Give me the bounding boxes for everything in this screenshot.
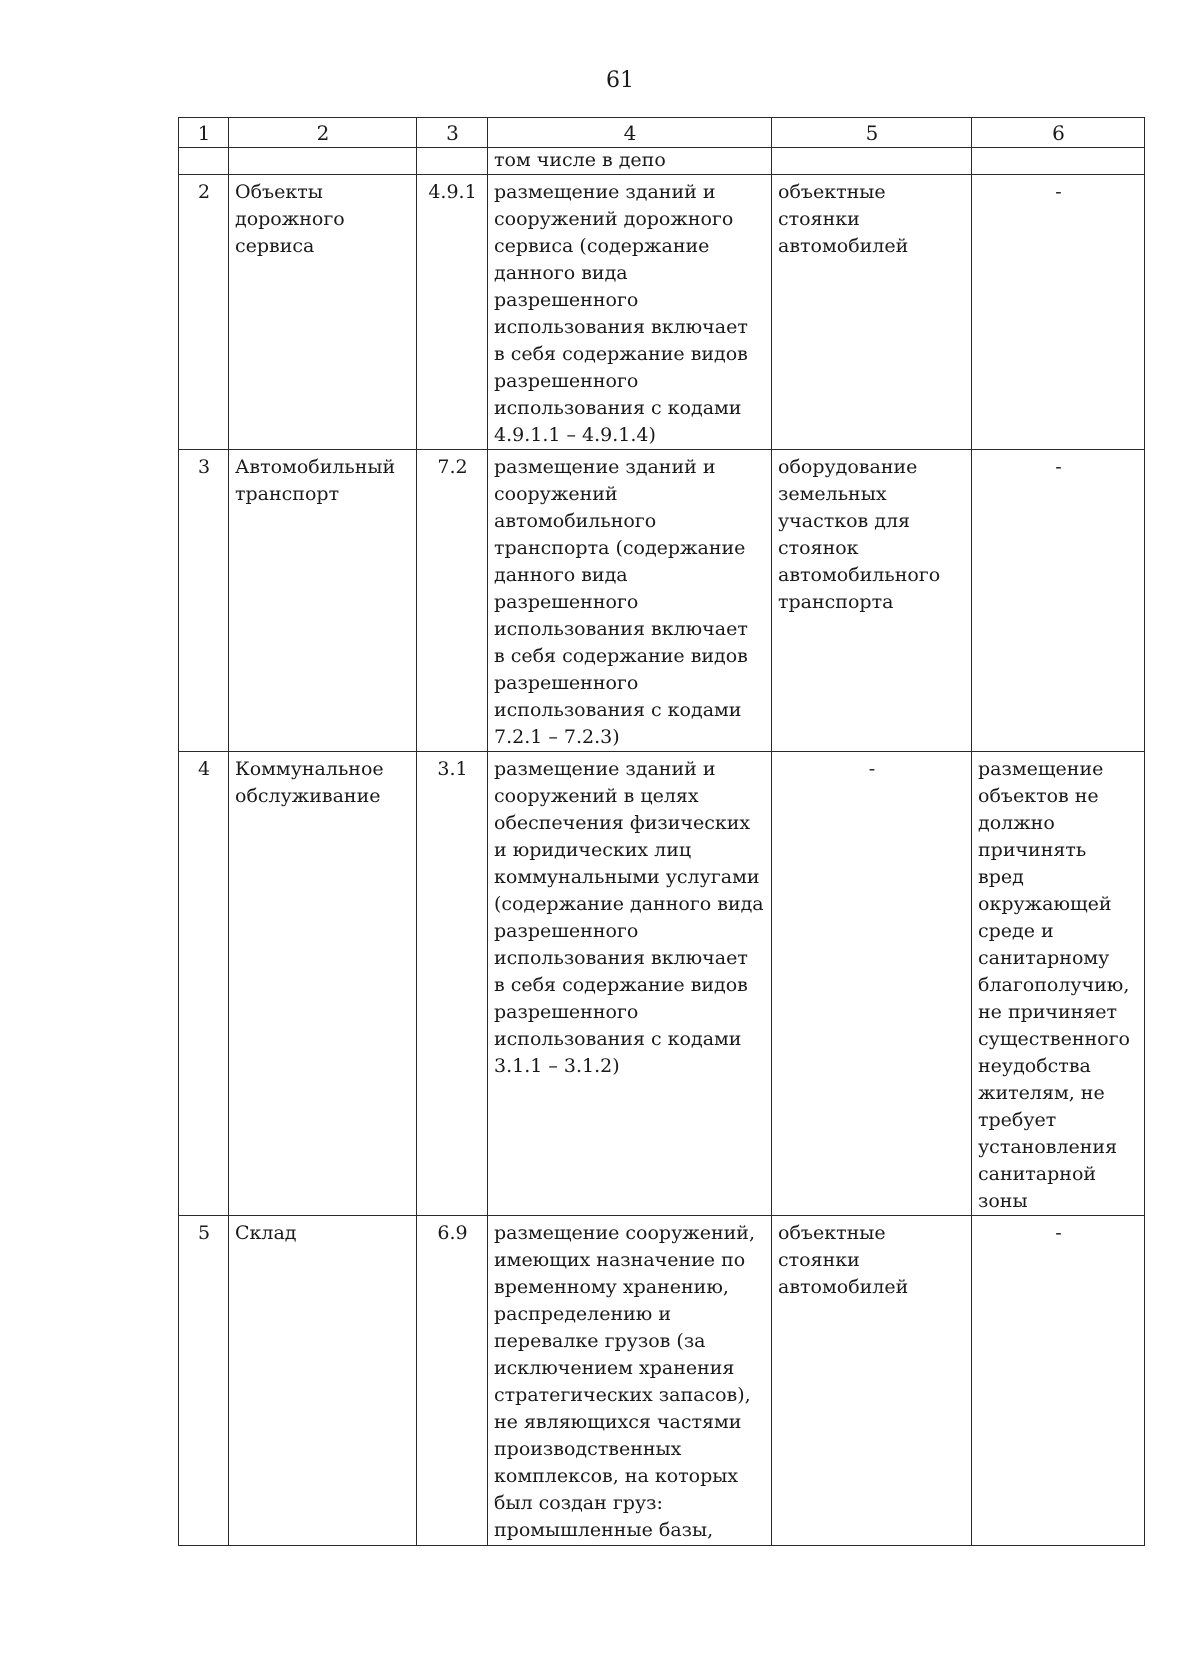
- column-number-2: 2: [229, 118, 417, 148]
- column-number-4: 4: [488, 118, 772, 148]
- use-type-code: 6.9: [417, 1216, 488, 1546]
- use-type-description: размещение зданий и сооружений автомобильного транспорта (содержание данного вида разрешенного использования включает в себя содержание видов разрешенного использования с кодами 7.2.1 – 7.2.3): [488, 450, 772, 752]
- row-number: 2: [179, 175, 229, 450]
- continuation-cell-5: [772, 148, 972, 175]
- auxiliary-use: объектные стоянки автомобилей: [772, 175, 972, 450]
- row-number: 5: [179, 1216, 229, 1546]
- use-type-name: Склад: [229, 1216, 417, 1546]
- row-number: 4: [179, 752, 229, 1216]
- table-row: [179, 175, 1145, 450]
- table-row: [179, 752, 1145, 1216]
- land-use-table: [178, 117, 1145, 1546]
- auxiliary-use: объектные стоянки автомобилей: [772, 1216, 972, 1546]
- auxiliary-use: -: [772, 752, 972, 1216]
- use-type-description: размещение зданий и сооружений в целях обеспечения физических и юридических лиц коммунальными услугами (содержание данного вида разрешенного использования включает в себя содержание видов разрешенного использования с кодами 3.1.1 – 3.1.2): [488, 752, 772, 1216]
- auxiliary-use: оборудование земельных участков для стоянок автомобильного транспорта: [772, 450, 972, 752]
- column-number-3: 3: [417, 118, 488, 148]
- continuation-cell-3: [417, 148, 488, 175]
- page-number: 61: [606, 68, 634, 93]
- use-conditions: -: [972, 1216, 1145, 1546]
- continuation-row: [179, 148, 1145, 175]
- column-number-row: [179, 118, 1145, 148]
- use-type-name: Коммунальное обслуживание: [229, 752, 417, 1216]
- use-conditions: размещение объектов не должно причинять вред окружающей среде и санитарному благополучию, не причиняет существенного неудобства жителям, не требует установления санитарной зоны: [972, 752, 1145, 1216]
- column-number-5: 5: [772, 118, 972, 148]
- continuation-cell-1: [179, 148, 229, 175]
- use-type-description: размещение сооружений, имеющих назначение по временному хранению, распределению и перевалке грузов (за исключением хранения стратегических запасов), не являющихся частями производственных комплексов, на которых был создан груз: промышленные базы,: [488, 1216, 772, 1546]
- row-number: 3: [179, 450, 229, 752]
- use-type-code: 4.9.1: [417, 175, 488, 450]
- use-type-code: 3.1: [417, 752, 488, 1216]
- use-type-name: Автомобильный транспорт: [229, 450, 417, 752]
- use-conditions: -: [972, 450, 1145, 752]
- column-number-6: 6: [972, 118, 1145, 148]
- table-row: [179, 1216, 1145, 1546]
- use-type-description: размещение зданий и сооружений дорожного сервиса (содержание данного вида разрешенного использования включает в себя содержание видов разрешенного использования с кодами 4.9.1.1 – 4.9.1.4): [488, 175, 772, 450]
- continuation-cell-6: [972, 148, 1145, 175]
- use-conditions: -: [972, 175, 1145, 450]
- table-row: [179, 450, 1145, 752]
- use-type-name: Объекты дорожного сервиса: [229, 175, 417, 450]
- continuation-cell-2: [229, 148, 417, 175]
- column-number-1: 1: [179, 118, 229, 148]
- use-type-code: 7.2: [417, 450, 488, 752]
- continuation-description: том числе в депо: [488, 148, 772, 175]
